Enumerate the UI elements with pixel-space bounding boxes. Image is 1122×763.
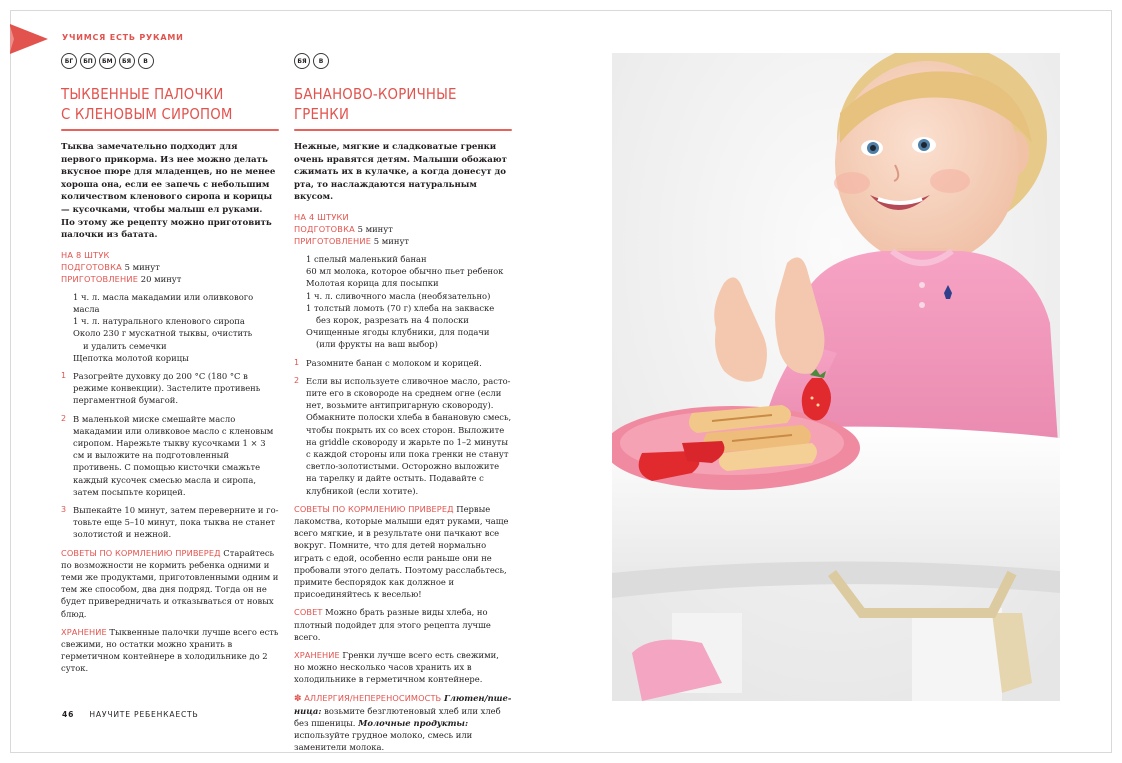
recipe-step (294, 357, 512, 369)
step-text: Разогрейте духовку до 200 °С (180 °С в режиме конвекции). Застелите противень пергаментной бумагой. (73, 370, 261, 406)
ingredient-item: 1 спелый маленький банан (306, 253, 427, 264)
diet-badges (294, 52, 512, 70)
step-text: Если вы используете сливочное масло, растопите его в сковороде на среднем огне (если нет, возьмите антипригарную сковороду). Обмакните полоски хлеба в банановую смесь, чтобы покрыть их со всех сторон. Выложите на griddle сковороду и жарьте по 1–2 минуты с каждой стороны или пока гренки не станут светло-золотистыми. Осторожно выложите на тарелку и дайте остыть. Подавайте с клубникой (если хотите). (306, 375, 512, 496)
advice-text: Можно брать разные виды хлеба, но плотный подойдет для этого рецепта лучше всего. (294, 607, 491, 642)
allergy-milk-label: Молочные продукты: (358, 718, 469, 729)
allergy-label: АЛЛЕРГИЯ/НЕПЕРЕНОСИМОСТЬ (304, 692, 442, 703)
feeding-tips (294, 503, 512, 601)
diet-badge: БМ (99, 53, 116, 69)
ingredient-item: без корок, разрезать на 4 полоски (316, 314, 469, 325)
storage-label: ХРАНЕНИЕ (61, 626, 107, 637)
ingredients-list (61, 291, 279, 364)
feeding-tips-label: СОВЕТЫ ПО КОРМЛЕНИЮ ПРИВЕРЕД (294, 503, 454, 514)
storage-note (61, 626, 279, 675)
title-divider (61, 129, 279, 131)
recipe-title-line: БАНАНОВО-КОРИЧНЫЕ (294, 85, 457, 103)
storage-label: ХРАНЕНИЕ (294, 650, 340, 661)
diet-badge: В (313, 53, 329, 69)
recipe-meta (294, 211, 512, 247)
recipe-title (294, 84, 481, 124)
cook-label: ПРИГОТОВЛЕНИЕ (294, 235, 372, 246)
recipe-intro: Тыква замечательно подходит для первого прикорма. Из нее можно делать вкусное пюре для младенцев, но не менее хороша она, если ее запечь с небольшим количеством кленового сиропа и корицы — кусочками, чтобы малыш ел руками. По этому же рецепту можно приготовить палочки из батата. (61, 142, 276, 241)
allergy-gluten-text: возьмите безглютеновый хлеб или хлеб без пшеницы. (294, 705, 501, 729)
storage-text: Гренки лучше всего есть свежими, но можно несколько часов хранить их в холодильнике в герметичном контейнере. (294, 650, 499, 685)
diet-badge: В (138, 53, 154, 69)
title-divider (294, 129, 512, 131)
allergy-icon: ✽ (294, 693, 302, 704)
advice-note (294, 606, 512, 643)
left-recipe (61, 52, 279, 681)
ingredient-item: 1 толстый ломоть (70 г) хлеба на закваске (306, 302, 495, 313)
ingredient-item: Очищенные ягоды клубники, для подачи (306, 327, 490, 338)
ingredient-item: 1 ч. л. натурального кленового сиропа (73, 316, 245, 327)
storage-note (294, 649, 512, 686)
feeding-tips-label: СОВЕТЫ ПО КОРМЛЕНИЮ ПРИВЕРЕД (61, 547, 221, 558)
mid-recipe (294, 52, 512, 760)
recipe-step (61, 504, 279, 541)
prep-label: ПОДГОТОВКА (61, 261, 122, 272)
step-text: В маленькой миске смешайте масло макадамии или оливковое масло с кленовым сиропом. Нарежьте тыкву кусочками 1 × 3 см и выложите на подготовленный противень. С помощью кисточки смажьте каждый кусочек смесью масла и сиропа, затем посыпьте корицей. (73, 413, 274, 497)
ingredient-item: Около 230 г мускатной тыквы, очистить (73, 328, 253, 339)
recipe-photo (612, 53, 1060, 701)
step-text: Выпекайте 10 минут, затем переверните и готовьте еще 5–10 минут, пока тыква не станет золотистой и нежной. (73, 505, 279, 540)
book-title: НАУЧИТЕ РЕБЕНКАЕСТЬ (89, 710, 199, 719)
ingredient-item: и удалить семечки (83, 340, 167, 351)
diet-badge: БЯ (119, 53, 135, 69)
ingredient-item: 1 ч. л. масла макадамии или оливкового масла (73, 291, 254, 314)
allergy-gluten-label: Глютен/пшеница: (294, 692, 512, 716)
storage-text: Тыквенные палочки лучше всего есть свежими, но остатки можно хранить в герметичном контейнере в холодильнике до 2 суток. (61, 626, 279, 674)
step-number: 3 (61, 505, 67, 514)
feeding-tips-text: Первые лакомства, которые малыши едят руками, чаще всего мягкие, и в результате они пачкают все вокруг. Помните, что для детей нормально играть с едой, особенно если раньше они не пробовали этого делать. Поэтому расслабьтесь, примите беспорядок как должное и присоединяйтесь к веселью! (294, 503, 509, 600)
step-number: 1 (294, 357, 300, 367)
allergy-note (294, 692, 512, 754)
prep-value: 5 минут (124, 261, 160, 272)
recipe-step (61, 413, 279, 498)
ingredient-item: 1 ч. л. сливочного масла (необязательно) (306, 290, 491, 301)
recipe-title-line: ТЫКВЕННЫЕ ПАЛОЧКИ (61, 85, 224, 103)
diet-badge: БГ (61, 53, 77, 69)
step-number: 2 (61, 413, 67, 423)
feeding-tips (61, 547, 279, 620)
recipe-meta (61, 249, 279, 285)
recipe-step (61, 370, 279, 407)
recipe-step (294, 375, 512, 497)
cook-value: 20 минут (140, 273, 182, 284)
yield-label: НА 4 ШТУКИ (294, 211, 349, 222)
ingredient-item: 60 мл молока, которое обычно пьет ребенок (306, 266, 504, 277)
yield-label: НА 8 ШТУК (61, 249, 110, 260)
ingredient-item: Щепотка молотой корицы (73, 352, 189, 363)
page-footer (62, 710, 199, 719)
recipe-intro: Нежные, мягкие и сладковатые гренки очень нравятся детям. Малыши обожают сжимать их в кулачке, а когда донесут до рта, то наслаждаются натуральным вкусом. (294, 142, 507, 203)
prep-value: 5 минут (357, 223, 393, 234)
allergy-milk-text: используйте грудное молоко, смесь или заменители молока. (294, 730, 473, 753)
diet-badges (61, 52, 279, 70)
ingredient-item: Молотая корица для посыпки (306, 278, 439, 289)
advice-label: СОВЕТ (294, 607, 323, 618)
section-title: УЧИМСЯ ЕСТЬ РУКАМИ (62, 33, 184, 42)
cook-label: ПРИГОТОВЛЕНИЕ (61, 273, 139, 284)
step-number: 1 (61, 370, 67, 380)
corner-flag-icon (10, 24, 48, 54)
ingredient-item: (или фрукты на ваш выбор) (316, 339, 438, 350)
recipe-title-line: ГРЕНКИ (294, 105, 350, 123)
toddler-photo-illustration (612, 53, 1060, 701)
recipe-title-line: С КЛЕНОВЫМ СИРОПОМ (61, 105, 233, 123)
prep-label: ПОДГОТОВКА (294, 223, 355, 234)
cook-value: 5 минут (373, 235, 410, 246)
diet-badge: БП (80, 53, 96, 69)
ingredients-list (294, 253, 512, 351)
feeding-tips-text: Старайтесь по возможности не кормить ребенка одними и теми же продуктами, приготовленными одним и тем же способом, два дня подряд. Тогда он не будет привередничать и отказываться от новых блюд. (61, 547, 279, 619)
diet-badge: БЯ (294, 53, 310, 69)
page-number: 46 (62, 710, 75, 719)
step-text: Разомните банан с молоком и корицей. (306, 357, 482, 368)
recipe-title (61, 84, 248, 124)
step-number: 2 (294, 375, 300, 385)
